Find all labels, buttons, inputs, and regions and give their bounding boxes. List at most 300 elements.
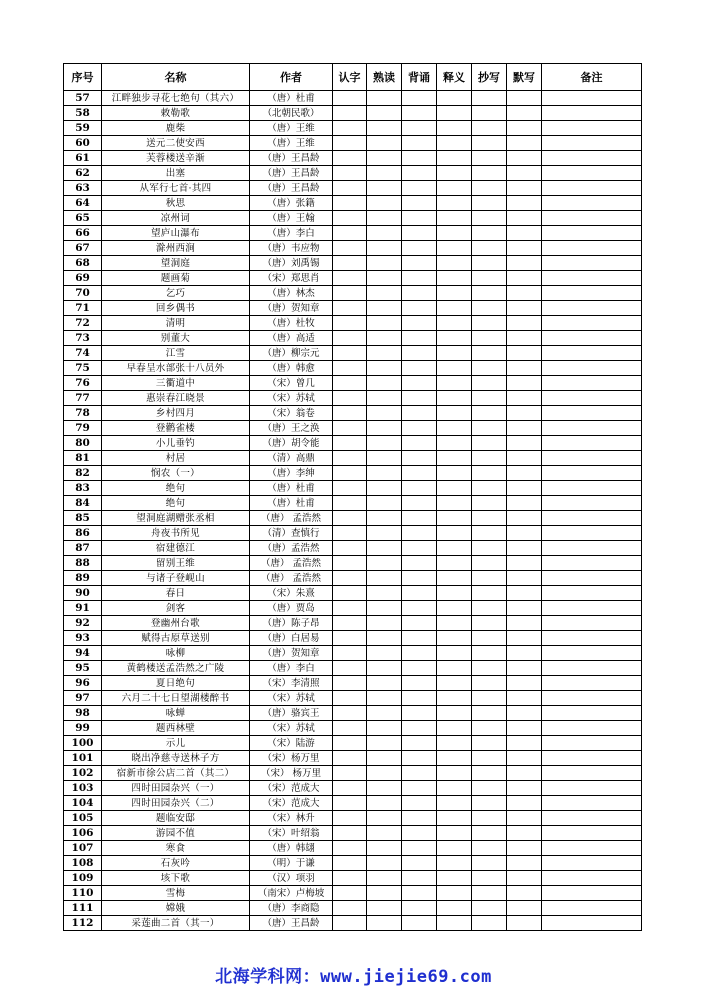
check-explain-cell	[437, 331, 472, 346]
row-number: 64	[64, 196, 102, 211]
check-explain-cell	[437, 241, 472, 256]
row-title: 村居	[102, 451, 250, 466]
check-read-cell	[367, 856, 402, 871]
check-recite-cell	[402, 181, 437, 196]
row-title: 题西林壁	[102, 721, 250, 736]
check-read-cell	[367, 706, 402, 721]
check-read-cell	[367, 121, 402, 136]
check-recite-cell	[402, 421, 437, 436]
row-author: （唐）张籍	[250, 196, 333, 211]
row-author: （唐）白居易	[250, 631, 333, 646]
check-copy-cell	[472, 601, 507, 616]
check-recite-cell	[402, 451, 437, 466]
check-recite-cell	[402, 511, 437, 526]
row-number: 86	[64, 526, 102, 541]
row-author: （唐）杜甫	[250, 91, 333, 106]
footer-site-name: 北海学科网：	[215, 967, 321, 987]
check-copy-cell	[472, 916, 507, 931]
check-read-cell	[367, 841, 402, 856]
check-read-cell	[367, 361, 402, 376]
check-copy-cell	[472, 766, 507, 781]
row-number: 93	[64, 631, 102, 646]
check-copy-cell	[472, 886, 507, 901]
check-recognize-cell	[333, 751, 367, 766]
row-author: （唐）李绅	[250, 466, 333, 481]
check-copy-cell	[472, 91, 507, 106]
check-dictation-cell	[507, 916, 542, 931]
check-dictation-cell	[507, 196, 542, 211]
check-read-cell	[367, 331, 402, 346]
check-recognize-cell	[333, 886, 367, 901]
table-row	[64, 166, 642, 181]
check-copy-cell	[472, 631, 507, 646]
row-title: 江雪	[102, 346, 250, 361]
row-author: （唐）王维	[250, 121, 333, 136]
check-recognize-cell	[333, 901, 367, 916]
check-dictation-cell	[507, 241, 542, 256]
check-recognize-cell	[333, 706, 367, 721]
check-copy-cell	[472, 166, 507, 181]
row-number: 82	[64, 466, 102, 481]
table-row	[64, 301, 642, 316]
row-number: 110	[64, 886, 102, 901]
row-author: （唐）韦应物	[250, 241, 333, 256]
row-author: （宋）陆游	[250, 736, 333, 751]
remark-cell	[542, 91, 642, 106]
check-recite-cell	[402, 106, 437, 121]
row-number: 87	[64, 541, 102, 556]
row-title: 出塞	[102, 166, 250, 181]
check-dictation-cell	[507, 631, 542, 646]
check-explain-cell	[437, 136, 472, 151]
check-explain-cell	[437, 91, 472, 106]
check-recognize-cell	[333, 781, 367, 796]
row-number: 72	[64, 316, 102, 331]
row-number: 83	[64, 481, 102, 496]
check-copy-cell	[472, 121, 507, 136]
remark-cell	[542, 136, 642, 151]
check-explain-cell	[437, 286, 472, 301]
check-dictation-cell	[507, 661, 542, 676]
table-row	[64, 121, 642, 136]
table-row	[64, 826, 642, 841]
remark-cell	[542, 676, 642, 691]
check-explain-cell	[437, 106, 472, 121]
header-author: 作者	[250, 64, 333, 91]
row-number: 102	[64, 766, 102, 781]
remark-cell	[542, 106, 642, 121]
remark-cell	[542, 496, 642, 511]
remark-cell	[542, 121, 642, 136]
row-title: 凉州词	[102, 211, 250, 226]
row-number: 108	[64, 856, 102, 871]
remark-cell	[542, 736, 642, 751]
row-author: （明）于谦	[250, 856, 333, 871]
row-number: 112	[64, 916, 102, 931]
check-dictation-cell	[507, 331, 542, 346]
row-number: 57	[64, 91, 102, 106]
row-title: 示儿	[102, 736, 250, 751]
check-recognize-cell	[333, 511, 367, 526]
row-author: （唐）韩愈	[250, 361, 333, 376]
table-row	[64, 646, 642, 661]
check-dictation-cell	[507, 811, 542, 826]
table-row	[64, 316, 642, 331]
check-explain-cell	[437, 901, 472, 916]
check-recite-cell	[402, 331, 437, 346]
header-title: 名称	[102, 64, 250, 91]
remark-cell	[542, 286, 642, 301]
remark-cell	[542, 211, 642, 226]
check-dictation-cell	[507, 181, 542, 196]
footer-url[interactable]: www.jiejie69.com	[320, 967, 492, 987]
check-explain-cell	[437, 481, 472, 496]
row-author: （宋）苏轼	[250, 391, 333, 406]
check-dictation-cell	[507, 706, 542, 721]
check-dictation-cell	[507, 301, 542, 316]
row-number: 106	[64, 826, 102, 841]
check-dictation-cell	[507, 451, 542, 466]
row-author: （汉）项羽	[250, 871, 333, 886]
row-number: 107	[64, 841, 102, 856]
table-row	[64, 616, 642, 631]
row-number: 98	[64, 706, 102, 721]
check-copy-cell	[472, 106, 507, 121]
check-explain-cell	[437, 601, 472, 616]
check-explain-cell	[437, 436, 472, 451]
check-recite-cell	[402, 706, 437, 721]
check-read-cell	[367, 466, 402, 481]
remark-cell	[542, 256, 642, 271]
check-copy-cell	[472, 811, 507, 826]
check-dictation-cell	[507, 571, 542, 586]
row-title: 赋得古原草送别	[102, 631, 250, 646]
check-recognize-cell	[333, 691, 367, 706]
table-row	[64, 916, 642, 931]
check-copy-cell	[472, 526, 507, 541]
check-read-cell	[367, 616, 402, 631]
row-title: 望庐山瀑布	[102, 226, 250, 241]
table-row	[64, 676, 642, 691]
check-recite-cell	[402, 361, 437, 376]
check-copy-cell	[472, 376, 507, 391]
check-recite-cell	[402, 631, 437, 646]
check-read-cell	[367, 676, 402, 691]
table-row	[64, 541, 642, 556]
row-number: 95	[64, 661, 102, 676]
table-row	[64, 526, 642, 541]
check-recognize-cell	[333, 871, 367, 886]
row-author: （唐）高适	[250, 331, 333, 346]
check-recite-cell	[402, 211, 437, 226]
row-author: （唐）王昌龄	[250, 166, 333, 181]
table-row	[64, 796, 642, 811]
row-number: 91	[64, 601, 102, 616]
table-row	[64, 256, 642, 271]
check-read-cell	[367, 541, 402, 556]
check-explain-cell	[437, 916, 472, 931]
check-explain-cell	[437, 796, 472, 811]
check-read-cell	[367, 526, 402, 541]
check-recognize-cell	[333, 826, 367, 841]
check-recognize-cell	[333, 601, 367, 616]
remark-cell	[542, 391, 642, 406]
remark-cell	[542, 646, 642, 661]
check-copy-cell	[472, 706, 507, 721]
check-recite-cell	[402, 436, 437, 451]
row-number: 89	[64, 571, 102, 586]
check-explain-cell	[437, 556, 472, 571]
check-copy-cell	[472, 406, 507, 421]
header-number: 序号	[64, 64, 102, 91]
check-explain-cell	[437, 736, 472, 751]
check-recognize-cell	[333, 256, 367, 271]
row-title: 咏蝉	[102, 706, 250, 721]
check-copy-cell	[472, 691, 507, 706]
check-recite-cell	[402, 301, 437, 316]
check-recognize-cell	[333, 121, 367, 136]
header-read: 熟读	[367, 64, 402, 91]
check-dictation-cell	[507, 391, 542, 406]
check-copy-cell	[472, 271, 507, 286]
table-row	[64, 856, 642, 871]
check-recognize-cell	[333, 661, 367, 676]
row-title: 黄鹤楼送孟浩然之广陵	[102, 661, 250, 676]
check-recognize-cell	[333, 211, 367, 226]
check-recite-cell	[402, 751, 437, 766]
check-explain-cell	[437, 691, 472, 706]
remark-cell	[542, 916, 642, 931]
row-title: 清明	[102, 316, 250, 331]
check-copy-cell	[472, 541, 507, 556]
check-explain-cell	[437, 886, 472, 901]
check-explain-cell	[437, 571, 472, 586]
row-title: 题临安邸	[102, 811, 250, 826]
check-recite-cell	[402, 406, 437, 421]
header-explain: 释义	[437, 64, 472, 91]
check-explain-cell	[437, 466, 472, 481]
check-recognize-cell	[333, 106, 367, 121]
row-number: 96	[64, 676, 102, 691]
row-author: （唐）刘禹锡	[250, 256, 333, 271]
check-copy-cell	[472, 181, 507, 196]
check-explain-cell	[437, 616, 472, 631]
table-row	[64, 661, 642, 676]
remark-cell	[542, 226, 642, 241]
row-title: 乡村四月	[102, 406, 250, 421]
check-copy-cell	[472, 616, 507, 631]
remark-cell	[542, 436, 642, 451]
check-explain-cell	[437, 211, 472, 226]
check-copy-cell	[472, 841, 507, 856]
row-title: 三衢道中	[102, 376, 250, 391]
row-title: 嫦娥	[102, 901, 250, 916]
check-recognize-cell	[333, 856, 367, 871]
poem-checklist-table	[63, 63, 642, 931]
check-recite-cell	[402, 571, 437, 586]
check-recognize-cell	[333, 151, 367, 166]
row-author: （宋）郑思肖	[250, 271, 333, 286]
check-recite-cell	[402, 646, 437, 661]
row-number: 97	[64, 691, 102, 706]
row-title: 夏日绝句	[102, 676, 250, 691]
row-number: 76	[64, 376, 102, 391]
row-title: 送元二使安西	[102, 136, 250, 151]
row-author: （唐）李白	[250, 226, 333, 241]
row-number: 81	[64, 451, 102, 466]
check-recognize-cell	[333, 241, 367, 256]
check-explain-cell	[437, 451, 472, 466]
check-recite-cell	[402, 826, 437, 841]
row-number: 79	[64, 421, 102, 436]
check-recognize-cell	[333, 406, 367, 421]
check-copy-cell	[472, 736, 507, 751]
check-recite-cell	[402, 736, 437, 751]
check-dictation-cell	[507, 736, 542, 751]
check-read-cell	[367, 691, 402, 706]
check-copy-cell	[472, 241, 507, 256]
check-explain-cell	[437, 406, 472, 421]
row-title: 剑客	[102, 601, 250, 616]
check-dictation-cell	[507, 526, 542, 541]
check-copy-cell	[472, 481, 507, 496]
table-row	[64, 886, 642, 901]
check-recognize-cell	[333, 586, 367, 601]
row-title: 寒食	[102, 841, 250, 856]
check-recite-cell	[402, 496, 437, 511]
row-author: （宋）杨万里	[250, 751, 333, 766]
row-author: （唐）李白	[250, 661, 333, 676]
check-copy-cell	[472, 436, 507, 451]
check-recite-cell	[402, 886, 437, 901]
row-title: 题画菊	[102, 271, 250, 286]
row-number: 58	[64, 106, 102, 121]
row-number: 100	[64, 736, 102, 751]
check-dictation-cell	[507, 826, 542, 841]
check-recognize-cell	[333, 91, 367, 106]
check-copy-cell	[472, 826, 507, 841]
check-dictation-cell	[507, 901, 542, 916]
check-read-cell	[367, 871, 402, 886]
row-author: （宋）李清照	[250, 676, 333, 691]
table-row	[64, 196, 642, 211]
check-recognize-cell	[333, 316, 367, 331]
remark-cell	[542, 886, 642, 901]
row-title: 春日	[102, 586, 250, 601]
table-row	[64, 841, 642, 856]
row-title: 咏柳	[102, 646, 250, 661]
remark-cell	[542, 301, 642, 316]
row-title: 江畔独步寻花七绝句（其六）	[102, 91, 250, 106]
check-recite-cell	[402, 151, 437, 166]
remark-cell	[542, 871, 642, 886]
check-explain-cell	[437, 766, 472, 781]
check-dictation-cell	[507, 361, 542, 376]
table-row	[64, 91, 642, 106]
check-explain-cell	[437, 541, 472, 556]
check-read-cell	[367, 316, 402, 331]
check-dictation-cell	[507, 481, 542, 496]
check-read-cell	[367, 556, 402, 571]
row-author: （宋）范成大	[250, 781, 333, 796]
check-recite-cell	[402, 121, 437, 136]
header-recite: 背诵	[402, 64, 437, 91]
check-recognize-cell	[333, 181, 367, 196]
row-title: 留别王维	[102, 556, 250, 571]
check-recite-cell	[402, 91, 437, 106]
check-explain-cell	[437, 811, 472, 826]
header-recognize: 认字	[333, 64, 367, 91]
remark-cell	[542, 766, 642, 781]
check-dictation-cell	[507, 676, 542, 691]
row-author: （南宋）卢梅坡	[250, 886, 333, 901]
check-explain-cell	[437, 856, 472, 871]
check-recognize-cell	[333, 271, 367, 286]
check-copy-cell	[472, 226, 507, 241]
check-dictation-cell	[507, 256, 542, 271]
check-recognize-cell	[333, 556, 367, 571]
row-author: （唐）胡令能	[250, 436, 333, 451]
row-title: 四时田园杂兴（二）	[102, 796, 250, 811]
check-explain-cell	[437, 586, 472, 601]
row-number: 105	[64, 811, 102, 826]
check-copy-cell	[472, 301, 507, 316]
row-number: 67	[64, 241, 102, 256]
row-author: （宋）叶绍翁	[250, 826, 333, 841]
check-copy-cell	[472, 556, 507, 571]
check-explain-cell	[437, 151, 472, 166]
check-explain-cell	[437, 271, 472, 286]
table-row	[64, 271, 642, 286]
row-title: 晓出净慈寺送林子方	[102, 751, 250, 766]
check-read-cell	[367, 901, 402, 916]
check-recite-cell	[402, 241, 437, 256]
check-recognize-cell	[333, 541, 367, 556]
check-read-cell	[367, 751, 402, 766]
table-row	[64, 721, 642, 736]
check-recite-cell	[402, 346, 437, 361]
table-row	[64, 781, 642, 796]
row-number: 85	[64, 511, 102, 526]
check-recite-cell	[402, 781, 437, 796]
row-author: （宋）苏轼	[250, 691, 333, 706]
footer-watermark	[0, 962, 707, 987]
check-recognize-cell	[333, 646, 367, 661]
remark-cell	[542, 361, 642, 376]
row-number: 92	[64, 616, 102, 631]
check-dictation-cell	[507, 796, 542, 811]
table-row	[64, 361, 642, 376]
check-read-cell	[367, 601, 402, 616]
check-recite-cell	[402, 481, 437, 496]
check-read-cell	[367, 181, 402, 196]
row-title: 登鹳雀楼	[102, 421, 250, 436]
row-number: 88	[64, 556, 102, 571]
row-author: （唐）李商隐	[250, 901, 333, 916]
check-read-cell	[367, 211, 402, 226]
check-copy-cell	[472, 721, 507, 736]
check-dictation-cell	[507, 406, 542, 421]
check-dictation-cell	[507, 316, 542, 331]
check-recognize-cell	[333, 391, 367, 406]
remark-cell	[542, 376, 642, 391]
check-copy-cell	[472, 751, 507, 766]
check-dictation-cell	[507, 466, 542, 481]
check-copy-cell	[472, 586, 507, 601]
remark-cell	[542, 181, 642, 196]
check-dictation-cell	[507, 871, 542, 886]
check-recite-cell	[402, 541, 437, 556]
